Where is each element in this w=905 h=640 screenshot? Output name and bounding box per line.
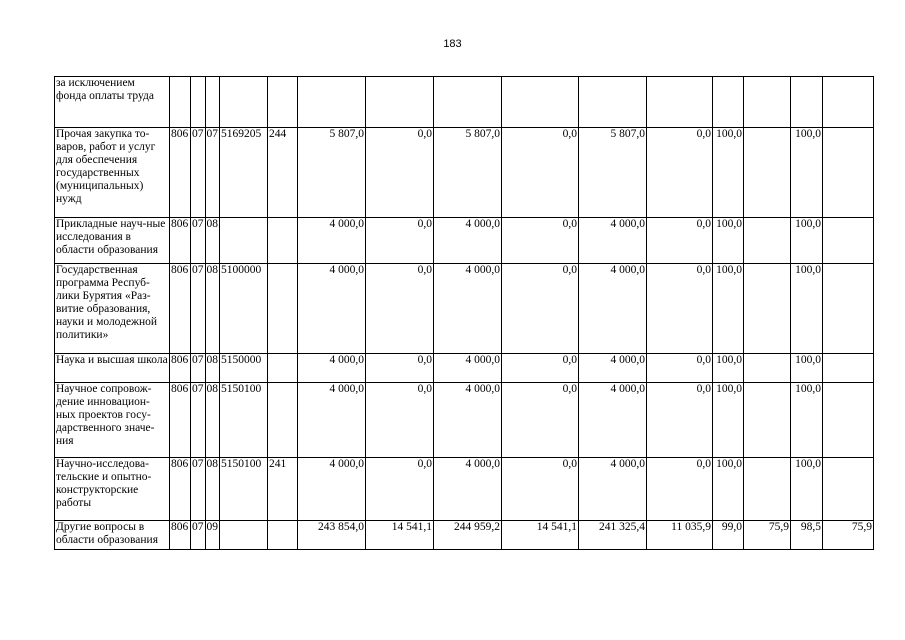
value-cell: 0,0 <box>502 264 579 354</box>
percent-cell <box>823 383 874 458</box>
percent-cell <box>823 77 874 128</box>
row-name-cell: за исключением фонда оплаты труда <box>55 77 170 128</box>
table-row <box>55 458 874 521</box>
subsection-code-cell: 08 <box>205 354 220 383</box>
target-item-cell <box>220 218 268 264</box>
row-name-cell: Другие вопросы в области образования <box>55 521 170 550</box>
value-cell: 0,0 <box>647 354 713 383</box>
target-item-cell: 5150100 <box>220 458 268 521</box>
section-code-cell: 07 <box>191 264 206 354</box>
target-item-cell: 5150100 <box>220 383 268 458</box>
ministry-code-cell: 806 <box>170 521 191 550</box>
percent-cell <box>713 77 744 128</box>
percent-cell <box>823 354 874 383</box>
percent-cell: 100,0 <box>791 264 823 354</box>
section-code-cell <box>191 77 206 128</box>
table-row <box>55 354 874 383</box>
percent-cell <box>791 77 823 128</box>
expense-type-cell: 244 <box>268 128 298 218</box>
value-cell: 5 807,0 <box>298 128 366 218</box>
percent-cell: 100,0 <box>791 383 823 458</box>
expense-type-cell <box>268 264 298 354</box>
value-cell: 0,0 <box>502 218 579 264</box>
subsection-code-cell: 08 <box>205 383 220 458</box>
percent-cell <box>744 458 791 521</box>
subsection-code-cell: 09 <box>205 521 220 550</box>
value-cell <box>366 77 434 128</box>
percent-cell <box>744 354 791 383</box>
value-cell: 0,0 <box>647 264 713 354</box>
subsection-code-cell: 08 <box>205 458 220 521</box>
percent-cell <box>823 458 874 521</box>
value-cell: 14 541,1 <box>502 521 579 550</box>
value-cell: 0,0 <box>366 218 434 264</box>
subsection-code-cell: 07 <box>205 128 220 218</box>
percent-cell <box>823 264 874 354</box>
value-cell: 0,0 <box>502 354 579 383</box>
subsection-code-cell: 08 <box>205 218 220 264</box>
percent-cell <box>823 128 874 218</box>
row-name-cell: Наука и высшая школа <box>55 354 170 383</box>
target-item-cell: 5169205 <box>220 128 268 218</box>
expense-type-cell <box>268 354 298 383</box>
value-cell: 5 807,0 <box>434 128 502 218</box>
value-cell <box>647 77 713 128</box>
table-row <box>55 218 874 264</box>
percent-cell <box>744 383 791 458</box>
row-name-cell: Государственная программа Респуб-лики Бурятия «Раз-витие образования, науки и молодежной политики» <box>55 264 170 354</box>
percent-cell <box>823 218 874 264</box>
table-row <box>55 128 874 218</box>
percent-cell: 100,0 <box>713 354 744 383</box>
target-item-cell <box>220 521 268 550</box>
value-cell: 4 000,0 <box>298 218 366 264</box>
table-row <box>55 521 874 550</box>
percent-cell <box>744 218 791 264</box>
row-name-cell: Научное сопровож-дение инновацион-ных проектов госу-дарственного значе-ния <box>55 383 170 458</box>
value-cell <box>502 77 579 128</box>
value-cell: 4 000,0 <box>579 354 647 383</box>
percent-cell: 100,0 <box>713 458 744 521</box>
value-cell: 4 000,0 <box>434 354 502 383</box>
value-cell <box>298 77 366 128</box>
section-code-cell: 07 <box>191 383 206 458</box>
percent-cell <box>744 264 791 354</box>
percent-cell <box>744 77 791 128</box>
target-item-cell <box>220 77 268 128</box>
section-code-cell: 07 <box>191 218 206 264</box>
value-cell: 14 541,1 <box>366 521 434 550</box>
expense-type-cell: 241 <box>268 458 298 521</box>
percent-cell: 99,0 <box>713 521 744 550</box>
percent-cell: 100,0 <box>713 218 744 264</box>
table-row <box>55 383 874 458</box>
value-cell: 0,0 <box>502 458 579 521</box>
value-cell: 0,0 <box>647 458 713 521</box>
value-cell: 0,0 <box>502 128 579 218</box>
expense-type-cell <box>268 383 298 458</box>
budget-table <box>54 76 874 550</box>
row-name-cell: Научно-исследова-тельские и опытно-конструкторские работы <box>55 458 170 521</box>
value-cell: 244 959,2 <box>434 521 502 550</box>
ministry-code-cell: 806 <box>170 383 191 458</box>
percent-cell: 100,0 <box>713 383 744 458</box>
value-cell: 4 000,0 <box>434 218 502 264</box>
percent-cell: 100,0 <box>791 354 823 383</box>
section-code-cell: 07 <box>191 458 206 521</box>
page-number: 183 <box>443 38 462 50</box>
table-row <box>55 77 874 128</box>
section-code-cell: 07 <box>191 128 206 218</box>
percent-cell: 100,0 <box>713 128 744 218</box>
value-cell: 0,0 <box>366 128 434 218</box>
percent-cell: 98,5 <box>791 521 823 550</box>
value-cell: 4 000,0 <box>298 383 366 458</box>
value-cell <box>434 77 502 128</box>
row-name-cell: Прикладные науч-ные исследования в области образования <box>55 218 170 264</box>
ministry-code-cell: 806 <box>170 128 191 218</box>
value-cell: 4 000,0 <box>579 218 647 264</box>
value-cell: 0,0 <box>502 383 579 458</box>
value-cell: 11 035,9 <box>647 521 713 550</box>
section-code-cell: 07 <box>191 354 206 383</box>
ministry-code-cell: 806 <box>170 218 191 264</box>
value-cell: 0,0 <box>366 458 434 521</box>
row-name-cell: Прочая закупка то-варов, работ и услуг для обеспечения государственных (муниципальных) нужд <box>55 128 170 218</box>
percent-cell: 75,9 <box>823 521 874 550</box>
value-cell: 4 000,0 <box>298 264 366 354</box>
value-cell: 0,0 <box>366 264 434 354</box>
value-cell: 0,0 <box>647 218 713 264</box>
percent-cell: 100,0 <box>791 458 823 521</box>
target-item-cell: 5150000 <box>220 354 268 383</box>
value-cell: 241 325,4 <box>579 521 647 550</box>
value-cell: 243 854,0 <box>298 521 366 550</box>
target-item-cell: 5100000 <box>220 264 268 354</box>
expense-type-cell <box>268 77 298 128</box>
ministry-code-cell <box>170 77 191 128</box>
table-row <box>55 264 874 354</box>
ministry-code-cell: 806 <box>170 354 191 383</box>
percent-cell <box>744 128 791 218</box>
value-cell <box>579 77 647 128</box>
value-cell: 4 000,0 <box>298 354 366 383</box>
value-cell: 4 000,0 <box>434 458 502 521</box>
value-cell: 0,0 <box>647 128 713 218</box>
subsection-code-cell <box>205 77 220 128</box>
subsection-code-cell: 08 <box>205 264 220 354</box>
percent-cell: 100,0 <box>791 218 823 264</box>
expense-type-cell <box>268 218 298 264</box>
ministry-code-cell: 806 <box>170 264 191 354</box>
value-cell: 4 000,0 <box>579 383 647 458</box>
value-cell: 4 000,0 <box>434 383 502 458</box>
percent-cell: 100,0 <box>791 128 823 218</box>
value-cell: 4 000,0 <box>298 458 366 521</box>
expense-type-cell <box>268 521 298 550</box>
value-cell: 4 000,0 <box>579 458 647 521</box>
value-cell: 4 000,0 <box>579 264 647 354</box>
value-cell: 4 000,0 <box>434 264 502 354</box>
ministry-code-cell: 806 <box>170 458 191 521</box>
percent-cell: 100,0 <box>713 264 744 354</box>
value-cell: 0,0 <box>647 383 713 458</box>
value-cell: 0,0 <box>366 383 434 458</box>
section-code-cell: 07 <box>191 521 206 550</box>
percent-cell: 75,9 <box>744 521 791 550</box>
value-cell: 0,0 <box>366 354 434 383</box>
value-cell: 5 807,0 <box>579 128 647 218</box>
